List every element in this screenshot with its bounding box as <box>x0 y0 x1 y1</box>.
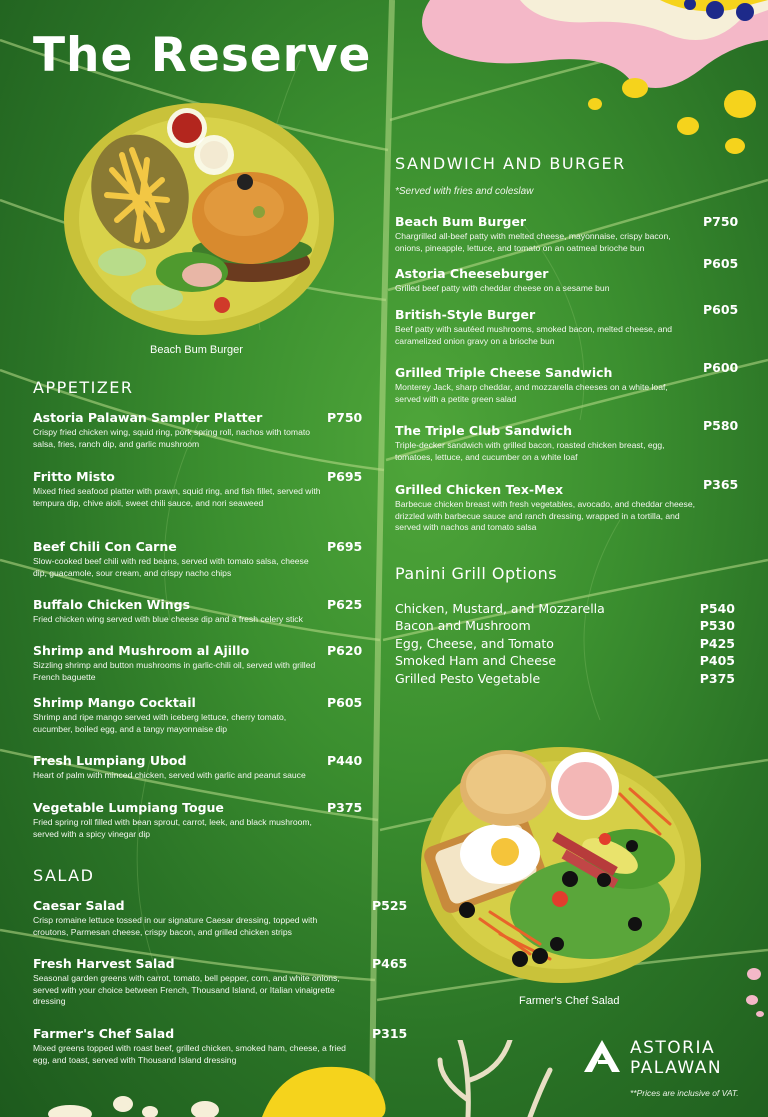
item-price: P375 <box>327 800 363 815</box>
item-price: P750 <box>327 410 363 425</box>
panini-price: P530 <box>699 618 735 633</box>
item-price: P605 <box>327 695 363 710</box>
page-title: The Reserve <box>33 28 372 83</box>
panini-name: Chicken, Mustard, and Mozzarella <box>395 601 605 616</box>
item-description: Slow-cooked beef chili with red beans, served with tomato salsa, cheese dip, guacamole, sour cream, and crispy nacho chips <box>33 556 309 578</box>
item-description: Fried chicken wing served with blue cheese dip and a fresh celery stick <box>33 614 303 624</box>
panini-row <box>395 618 735 635</box>
item-name: Shrimp and Mushroom al Ajillo <box>33 643 250 658</box>
item-price: P620 <box>327 643 363 658</box>
item-price: P465 <box>372 956 408 971</box>
menu-item <box>33 800 323 840</box>
menu-item <box>33 695 323 735</box>
item-price: P580 <box>703 418 739 433</box>
item-price: P315 <box>372 1026 408 1041</box>
brand-line-1: ASTORIA <box>630 1038 716 1058</box>
item-name: Fritto Misto <box>33 469 115 484</box>
item-description: Seasonal garden greens with carrot, tomato, bell pepper, corn, and white onions, served with your choice between French, Thousand Island, or Italian vinaigrette dressing <box>33 973 340 1006</box>
panini-row <box>395 601 735 618</box>
sandwich-heading: SANDWICH AND BURGER <box>395 154 626 173</box>
item-price: P440 <box>327 753 363 768</box>
brand-logo-icon <box>580 1038 624 1074</box>
item-price: P605 <box>703 302 739 317</box>
menu-item <box>395 214 695 254</box>
item-name: The Triple Club Sandwich <box>395 423 573 438</box>
item-name: Farmer's Chef Salad <box>33 1026 175 1041</box>
item-description: Sizzling shrimp and button mushrooms in garlic-chili oil, served with grilled French baguette <box>33 660 316 682</box>
item-description: Mixed greens topped with roast beef, grilled chicken, smoked ham, cheese, a fried egg, and toast, served with Thousand Island dressing <box>33 1043 346 1065</box>
item-name: Vegetable Lumpiang Togue <box>33 800 224 815</box>
item-description: Grilled beef patty with cheddar cheese on a sesame bun <box>395 283 610 293</box>
menu-item <box>33 410 323 450</box>
item-price: P365 <box>703 477 739 492</box>
decorative-coral-shape <box>400 0 768 160</box>
item-description: Fried spring roll filled with bean sprout, carrot, leek, and black mushroom, served with a spicy vinegar dip <box>33 817 312 839</box>
item-description: Heart of palm with minced chicken, served with garlic and peanut sauce <box>33 770 306 780</box>
salad-photo-caption: Farmer's Chef Salad <box>519 995 620 1007</box>
panini-name: Grilled Pesto Vegetable <box>395 671 541 686</box>
menu-item <box>33 643 323 683</box>
item-name: British-Style Burger <box>395 307 536 322</box>
item-description: Crisp romaine lettuce tossed in our signature Caesar dressing, topped with croutons, Parmesan cheese, crispy bacon, and grilled chicken strips <box>33 915 318 937</box>
item-price: P695 <box>327 539 363 554</box>
sandwich-note: *Served with fries and coleslaw <box>395 186 534 197</box>
menu-item <box>33 898 353 938</box>
burger-photo <box>62 100 336 338</box>
menu-item <box>395 482 695 534</box>
panini-price: P425 <box>699 636 735 651</box>
item-description: Shrimp and ripe mango served with iceberg lettuce, cherry tomato, cucumber, boiled egg, and a tangy mayonnaise dip <box>33 712 287 734</box>
item-name: Astoria Cheeseburger <box>395 266 549 281</box>
panini-row <box>395 636 735 653</box>
item-name: Shrimp Mango Cocktail <box>33 695 196 710</box>
menu-item <box>33 469 323 509</box>
item-description: Crispy fried chicken wing, squid ring, pork spring roll, nachos with tomato salsa, fries, ranch dip, and garlic mushroom <box>33 427 311 449</box>
item-name: Grilled Chicken Tex-Mex <box>395 482 564 497</box>
menu-item <box>33 539 323 579</box>
item-description: Monterey Jack, sharp cheddar, and mozzarella cheeses on a white loaf, served with a petite green salad <box>395 382 668 404</box>
menu-item <box>395 307 695 347</box>
panini-heading: Panini Grill Options <box>395 564 558 583</box>
item-price: P625 <box>327 597 363 612</box>
item-description: Beef patty with sautéed mushrooms, smoked bacon, melted cheese, and caramelized onion gravy on a brioche bun <box>395 324 673 346</box>
panini-price: P540 <box>699 601 735 616</box>
item-name: Beach Bum Burger <box>395 214 527 229</box>
menu-item <box>33 956 353 1008</box>
menu-item <box>395 266 695 295</box>
item-name: Grilled Triple Cheese Sandwich <box>395 365 613 380</box>
burger-photo-caption: Beach Bum Burger <box>150 344 243 356</box>
panini-name: Smoked Ham and Cheese <box>395 653 557 668</box>
menu-item <box>33 753 323 782</box>
panini-row <box>395 653 735 670</box>
menu-item <box>395 423 695 463</box>
panini-row <box>395 671 735 688</box>
item-price: P600 <box>703 360 739 375</box>
vat-note: **Prices are inclusive of VAT. <box>630 1088 739 1098</box>
item-description: Triple-decker sandwich with grilled bacon, roasted chicken breast, egg, tomatoes, lettuce, and cucumber on a white loaf <box>395 440 665 462</box>
item-name: Buffalo Chicken Wings <box>33 597 191 612</box>
appetizer-heading: APPETIZER <box>33 378 134 397</box>
panini-price: P405 <box>699 653 735 668</box>
item-price: P525 <box>372 898 408 913</box>
item-price: P750 <box>703 214 739 229</box>
item-price: P695 <box>327 469 363 484</box>
salad-photo <box>420 744 702 986</box>
item-description: Barbecue chicken breast with fresh vegetables, avocado, and cheddar cheese, drizzled with barbecue sauce and ranch dressing, wrapped in a tortilla, and served with nachos and tomato salsa <box>395 499 696 532</box>
panini-name: Egg, Cheese, and Tomato <box>395 636 554 651</box>
item-price: P605 <box>703 256 739 271</box>
panini-price: P375 <box>699 671 735 686</box>
brand-line-2: PALAWAN <box>630 1058 723 1078</box>
item-name: Fresh Lumpiang Ubod <box>33 753 187 768</box>
item-description: Mixed fried seafood platter with prawn, squid ring, and fish fillet, served with tempura dip, chive aioli, sweet chili sauce, and nori seaweed <box>33 486 321 508</box>
decorative-pink-dots <box>740 960 768 1020</box>
salad-heading: SALAD <box>33 866 95 885</box>
item-description: Chargrilled all-beef patty with melted cheese, mayonnaise, crispy bacon, onions, pineapple, lettuce, and tomato on an oatmeal brioche bun <box>395 231 671 253</box>
item-name: Caesar Salad <box>33 898 125 913</box>
item-name: Fresh Harvest Salad <box>33 956 175 971</box>
menu-item <box>33 597 323 626</box>
menu-item <box>395 365 695 405</box>
panini-name: Bacon and Mushroom <box>395 618 531 633</box>
item-name: Astoria Palawan Sampler Platter <box>33 410 263 425</box>
brand-name <box>630 1038 722 1078</box>
item-name: Beef Chili Con Carne <box>33 539 177 554</box>
